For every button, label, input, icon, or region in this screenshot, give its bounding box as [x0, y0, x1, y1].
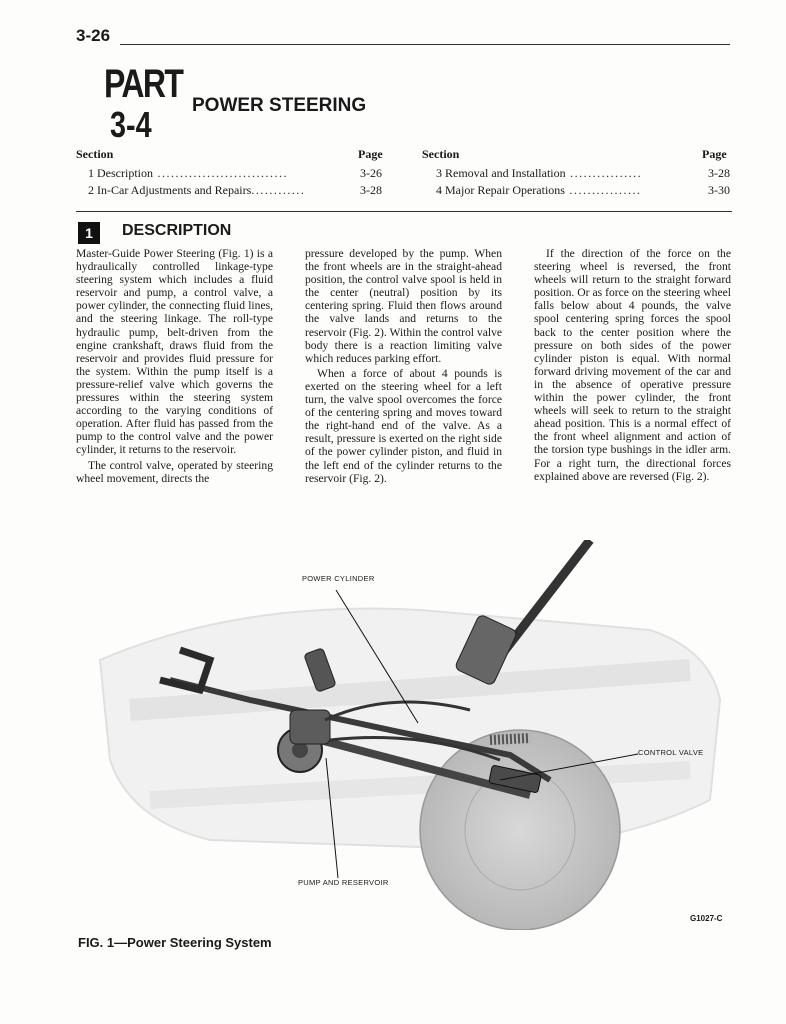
- toc-page-header: Page: [358, 147, 383, 161]
- label-control-valve: CONTROL VALVE: [638, 748, 704, 757]
- section-rule: [76, 211, 732, 212]
- paragraph: Master-Guide Power Steering (Fig. 1) is a hydraulically controlled linkage-type steering system which includes a fluid reservoir and pump, a control valve, a power cylinder, the connecting fluid lines, and the steering linkage. The roll-type hydraulic pump, belt-driven from the engine crankshaft, draws fluid from the reservoir and provides fluid pressure for the system. Within the pump itself is a pressure-relief valve which governs the pressures within the steering system according to the varying conditions of operation. After fluid has passed from the pump to the control valve and the power cylinder, it returns to the reservoir.: [76, 247, 273, 457]
- label-pump-reservoir: PUMP AND RESERVOIR: [298, 878, 389, 887]
- toc-page-header: Page: [702, 147, 727, 161]
- toc-entry[interactable]: 2 In-Car Adjustments and Repairs............ 3-28: [88, 183, 382, 197]
- paragraph: If the direction of the force on the steering wheel is reversed, the front wheels will return to the straight forward position. Or as force on the steering wheel falls below about 4 pounds, the valve spool centering spring forces the spool back to the center position where the pressure on both sides of the power cylinder piston is equal. With normal forward driving movement of the car and in the absence of operative pressure within the power cylinder, the front wheels will seek to return to the straight ahead position. This is a normal effect of the front wheel alignment and action of the torsion type bushings in the idler arm. For a right turn, the directional forces explained above are reversed (Fig. 2).: [534, 247, 731, 483]
- toc-entry[interactable]: 1 Description ............................. 3-26: [88, 166, 382, 180]
- paragraph: pressure developed by the pump. When the front wheels are in the straight-ahead position, the control valve spool is held in the center (neutral) position by its centering spring. Fluid then flows around the valve lands and returns to the reservoir (Fig. 2). Within the control valve body there is a reaction limiting valve which reduces parking effort.: [305, 247, 503, 365]
- toc-section-header: Section: [422, 147, 460, 161]
- text-column-1: [76, 247, 273, 485]
- fluid-reservoir: [290, 710, 330, 744]
- text-column-3: [534, 247, 731, 483]
- paragraph: When a force of about 4 pounds is exerted on the steering wheel for a left turn, the valve spool overcomes the force of the centering spring and moves toward the right-hand end of the valve. As a result, pressure is exerted on the right side of the power cylinder piston, and fluid in the left end of the cylinder returns to the reservoir (Fig. 2).: [305, 366, 502, 485]
- steering-system-drawing: [90, 540, 730, 930]
- label-power-cylinder: POWER CYLINDER: [302, 574, 375, 583]
- part-label: PART: [104, 62, 183, 106]
- toc-entry[interactable]: 4 Major Repair Operations ................ 3-30: [436, 183, 730, 197]
- toc-entry-page: 3-28: [708, 166, 730, 180]
- toc-entry-page: 3-26: [360, 166, 382, 180]
- section-title: DESCRIPTION: [122, 222, 232, 239]
- toc-entry[interactable]: 3 Removal and Installation ................ 3-28: [436, 166, 730, 180]
- paragraph: The control valve, operated by steering wheel movement, directs the: [76, 458, 273, 485]
- section-number-box: 1: [78, 222, 100, 244]
- power-steering-illustration: [90, 540, 730, 930]
- toc-entry-page: 3-28: [360, 183, 382, 197]
- figure-caption: FIG. 1—Power Steering System: [78, 935, 272, 950]
- text-column-2: [305, 247, 502, 485]
- toc-entry-text: 2 In-Car Adjustments and Repairs: [88, 183, 252, 197]
- toc-entry-text: 3 Removal and Installation: [436, 166, 566, 180]
- toc-entry-text: 1 Description: [88, 166, 153, 180]
- page-title: POWER STEERING: [192, 95, 367, 116]
- toc-entry-page: 3-30: [708, 183, 730, 197]
- header-rule: [120, 44, 730, 45]
- frame-ghost: [100, 609, 720, 850]
- figure-code: G1027-C: [690, 914, 723, 923]
- toc-section-header: Section: [76, 147, 114, 161]
- part-number: 3-4: [110, 104, 152, 145]
- toc-entry-text: 4 Major Repair Operations: [436, 183, 565, 197]
- page-number: 3-26: [76, 26, 111, 45]
